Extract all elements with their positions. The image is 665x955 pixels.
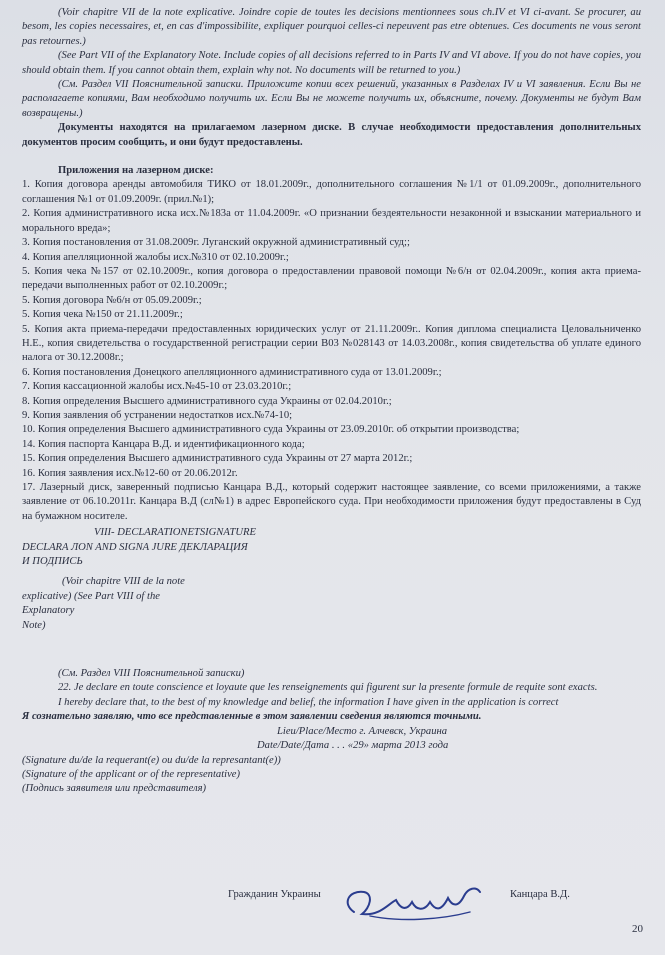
section-8-note-line: explicative) (See Part VIII of the Explanatory <box>22 590 160 617</box>
attachment-item: 16. Копия заявления исх.№12-60 от 20.06.2012г. <box>22 467 238 479</box>
intro-french: (Voir chapitre VII de la note explicative. Joindre copie de toutes les decisions mentionnees sous ch.IV et VI ci-avant. Se procurer, au besom, les copies necessaires, et, en cas d'impossibilite, expliquer pourquoi celles-ci nepeuvent pas etre obtenues. Ces documents ne vous seront pas retournes.) <box>22 7 641 47</box>
page-number: 20 <box>632 923 643 936</box>
declaration-place: Lieu/Place/Место г. Алчевск, Украина <box>277 725 448 737</box>
attachment-item: 15. Копия определения Высшего административного суда Украины от 27 марта 2012г.; <box>22 453 413 465</box>
declaration-date: Date/Date/Дата . . . «29» марта 2013 года <box>257 740 449 752</box>
signature-citizen-label: Гражданин Украины <box>228 889 321 900</box>
section-8-note-line: Note) <box>22 619 46 631</box>
declaration-russian: Я сознательно заявляю, что все представленные в этом заявлении сведения являются точными. <box>22 711 482 723</box>
intro-russian: (См. Раздел VII Пояснительной записки. Приложите копии всех решений, указанных в Разделах IV и VI заявления. Если Вы не располагаете копиями, Вам необходимо получить их. Если Вы не можете получить их, объясните, почему. Документы не будут Вам возвращены.) <box>22 79 641 119</box>
attachment-item: 14. Копия паспорта Канцара В.Д. и идентификационного кода; <box>22 438 305 450</box>
handwritten-signature <box>340 882 490 926</box>
attachment-item: 5. Копия акта приема-передачи предоставленных юридических услуг от 21.11.2009г.. Копия диплома специалиста Целовальниченко Н.Е., копия свидетельства о государственной регистрации серии В03 №028143 от 14.03.2008г., копия свидетельства об уплате единого налога от 30.12.2008г.; <box>22 323 641 364</box>
section-8-title: VIII- DECLARATIONETSIGNATURE <box>94 527 256 539</box>
attachment-item: 4. Копия апелляционной жалобы исх.№310 от 02.10.2009г.; <box>22 251 289 263</box>
section-8-note <box>22 575 202 633</box>
section-8-subtitle-2: И ПОДПИСЬ <box>22 556 83 568</box>
signature-name-label: Канцара В.Д. <box>510 889 570 900</box>
attachment-item: 6. Копия постановления Донецкого апелляционного административного суда от 13.01.2009г.; <box>22 366 442 378</box>
attachment-item: 5. Копия договора №6/н от 05.09.2009г.; <box>22 294 202 306</box>
section-8-heading <box>22 526 641 569</box>
signature-caption-english: (Signature of the applicant or of the representative) <box>22 768 241 780</box>
attachments-list <box>22 178 641 524</box>
attachment-item: 8. Копия определения Высшего административного суда Украины от 02.04.2010г.; <box>22 395 392 407</box>
section-8-subtitle: DECLARA ЛON AND SIGNA JURE ДЕКЛАРАЦИЯ <box>22 541 248 553</box>
declaration-french: 22. Je declare en toute conscience et loyaute que les renseignements qui figurent sur la presente formule de requite sont exacts. <box>58 682 598 694</box>
attachment-item: 9. Копия заявления об устранении недостатков исх.№74-10; <box>22 409 293 421</box>
intro-disk-note: Документы находятся на прилагаемом лазерном диске. В случае необходимости предоставления дополнительных документов просим сообщить, и они будут предоставлены. <box>22 122 641 148</box>
intro-english: (See Part VII of the Explanatory Note. Include copies of all decisions referred to in Parts IV and VI above. If you do not have copies, you should obtain them. If you cannot obtain them, explain why not. No documents will be returned to you.) <box>22 50 641 76</box>
attachments-heading: Приложения на лазерном диске: <box>58 165 214 177</box>
section-8-note-russian: (См. Раздел VIII Пояснительной записки) <box>58 668 245 680</box>
attachment-item: 5. Копия чека №157 от 02.10.2009г., копия договора о предоставлении правовой помощи №6/н от 02.04.2009г., копия акта приема-передачи выполненных работ от 02.10.2009г.; <box>22 265 641 292</box>
signature-area <box>0 882 665 922</box>
attachment-item: 3. Копия постановления от 31.08.2009г. Луганский окружной административный суд;; <box>22 237 410 249</box>
section-8-note-line: (Voir chapitre VIII de la note <box>62 576 185 588</box>
attachment-item: 2. Копия административного иска исх.№183а от 11.04.2009г. «О признании бездеятельности незаконной и взыскании материального и морального вреда»; <box>22 208 641 234</box>
attachment-item: 5. Копия чека №150 от 21.11.2009г.; <box>22 309 183 321</box>
declaration-block <box>22 667 641 797</box>
attachment-item: 1. Копия договора аренды автомобиля ТИКО от 18.01.2009г., дополнительного соглашения №1/1 от 01.09.2009г., дополнительного соглашения №1 от 01.09.2009г. (прил.№1); <box>22 179 641 205</box>
attachment-item: 7. Копия кассационной жалобы исх.№45-10 от 23.03.2010г.; <box>22 381 292 393</box>
signature-caption-french: (Signature du/de la requerant(e) ou du/de la represantant(e)) <box>22 754 281 766</box>
attachment-item: 10. Копия определения Высшего административного суда Украины от 23.09.2010г. об открытии производства; <box>22 424 520 436</box>
signature-caption-russian: (Подпись заявителя или представителя) <box>22 783 207 795</box>
attachment-item: 17. Лазерный диск, заверенный подписью Канцара В.Д., который содержит настоящее заявление, со всеми приложениями, а также заявление от 06.10.2011г. Канцара В.Д (сл№1) в адрес Европейского суда. При необходимости приложения будут предоставлены в Суд на бумажном носителе. <box>22 482 641 522</box>
declaration-english: I hereby declare that, to the best of my knowledge and belief, the information I have given in the application is correct <box>58 696 559 708</box>
